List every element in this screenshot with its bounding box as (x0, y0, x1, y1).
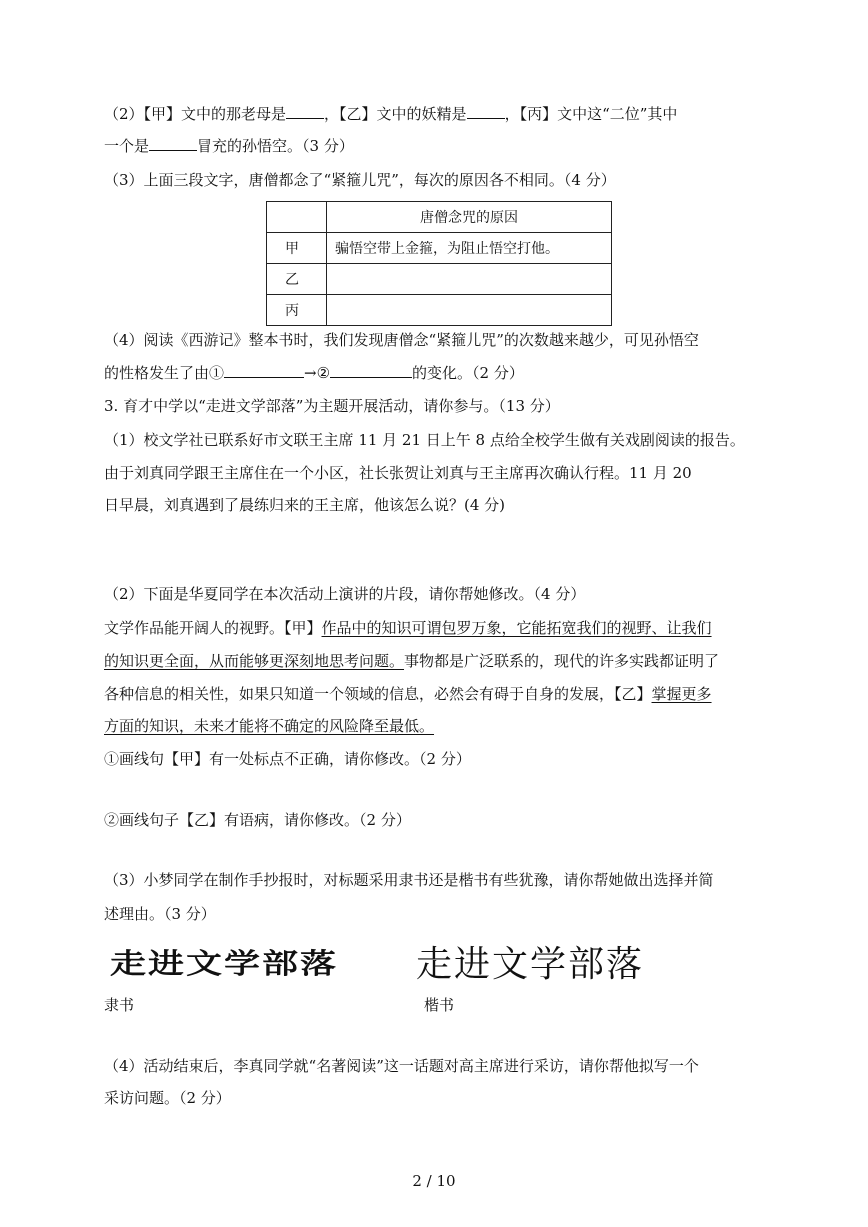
q2-line-2 (104, 136, 354, 156)
row-label: 甲 (267, 233, 327, 264)
answer-blank-2[interactable] (467, 104, 505, 119)
p3-line-2: 述理由。（3 分） (104, 905, 216, 923)
lishu-sample: 走进文学部落 (110, 947, 339, 980)
row-reason: 骗悟空带上金箍，为阻止悟空打他。 (327, 233, 612, 264)
row-label: 乙 (267, 264, 327, 295)
p2-title: （2）下面是华夏同学在本次活动上演讲的片段，请你帮她修改。（4 分） (104, 585, 586, 603)
q4-text-c: 的变化。（2 分） (412, 364, 524, 382)
kaishu-sample: 走进文学部落 (416, 944, 645, 984)
q4-line-1: （4）阅读《西游记》整本书时，我们发现唐僧念“紧箍儿咒”的次数越来越少，可见孙悟空 (104, 331, 699, 349)
reason-table (266, 201, 612, 326)
p1-line-1: （1）校文学社已联系好市文联王主席 11 月 21 日上午 8 点给全校学生做有关戏剧阅读的报告。 (104, 431, 745, 449)
underlined-sentence-jia-cont: 的知识更全面，从而能够更深刻地思考问题。 (104, 652, 405, 670)
p1-line-2: 由于刘真同学跟王主席住在一个小区，社长张贺让刘真与王主席再次确认行程。11 月 20 (104, 464, 692, 482)
q4-line-2 (104, 363, 524, 383)
q2-text-b: ，【乙】文中的妖精是 (324, 105, 467, 123)
table-row (267, 264, 612, 295)
p2-line-2 (104, 651, 719, 671)
section-3-title: 3. 育才中学以“走进文学部落”为主题开展活动，请你参与。（13 分） (104, 397, 560, 415)
table-row (267, 233, 612, 264)
row-reason-input[interactable] (327, 295, 612, 326)
page-number: 2 / 10 (412, 1172, 456, 1190)
q2-text-e: 冒充的孙悟空。（3 分） (197, 137, 354, 155)
answer-blank-1[interactable] (286, 104, 324, 119)
label-lishu: 隶书 (104, 996, 135, 1014)
underlined-sentence-yi-cont: 方面的知识，未来才能将不确定的风险降至最低。 (104, 717, 435, 735)
q2-text-a: （2）【甲】文中的那老母是 (104, 105, 287, 123)
underlined-sentence-jia: 作品中的知识可谓包罗万象，它能拓宽我们的视野、让我们 (321, 619, 712, 637)
sub-question-a: ①画线句【甲】有一处标点不正确，请你修改。（2 分） (104, 750, 471, 768)
q3-text: （3）上面三段文字，唐僧都念了“紧箍儿咒”，每次的原因各不相同。（4 分） (104, 171, 616, 189)
answer-blank-4[interactable] (224, 363, 304, 378)
table-corner-cell (267, 202, 327, 233)
label-kaishu: 楷书 (424, 996, 455, 1014)
q4-text-b: →② (304, 364, 331, 382)
answer-blank-3[interactable] (149, 136, 197, 151)
p3-line-1: （3）小梦同学在制作手抄报时，对标题采用隶书还是楷书有些犹豫，请你帮她做出选择并简 (104, 871, 714, 889)
p1-line-3: 日早晨，刘真遇到了晨练归来的王主席，他该怎么说？(4 分) (104, 496, 506, 514)
q2-text-d: 一个是 (104, 137, 150, 155)
q2-line-1 (104, 104, 677, 124)
table-header-row (267, 202, 612, 233)
p2-text: 各种信息的相关性，如果只知道一个领域的信息，必然会有碍于自身的发展，【乙】 (104, 685, 652, 703)
table-header-cell: 唐僧念咒的原因 (327, 202, 612, 233)
row-label: 丙 (267, 295, 327, 326)
sub-question-b: ②画线句子【乙】有语病，请你修改。（2 分） (104, 811, 411, 829)
p2-line-4 (104, 716, 434, 736)
answer-blank-5[interactable] (330, 363, 412, 378)
p2-line-3 (104, 684, 712, 704)
p4-line-1: （4）活动结束后，李真同学就“名著阅读”这一话题对高主席进行采访，请你帮他拟写一个 (104, 1057, 699, 1075)
row-reason-input[interactable] (327, 264, 612, 295)
p2-text: 事物都是广泛联系的，现代的许多实践都证明了 (404, 652, 720, 670)
q4-text-a: 的性格发生了由① (104, 364, 225, 382)
p2-text: 文学作品能开阔人的视野。【甲】 (104, 619, 322, 637)
p4-line-2: 采访问题。（2 分） (104, 1089, 231, 1107)
q2-text-c: ，【丙】文中这“二位”其中 (504, 105, 678, 123)
underlined-sentence-yi: 掌握更多 (651, 685, 712, 703)
table-row (267, 295, 612, 326)
p2-line-1 (104, 618, 712, 638)
